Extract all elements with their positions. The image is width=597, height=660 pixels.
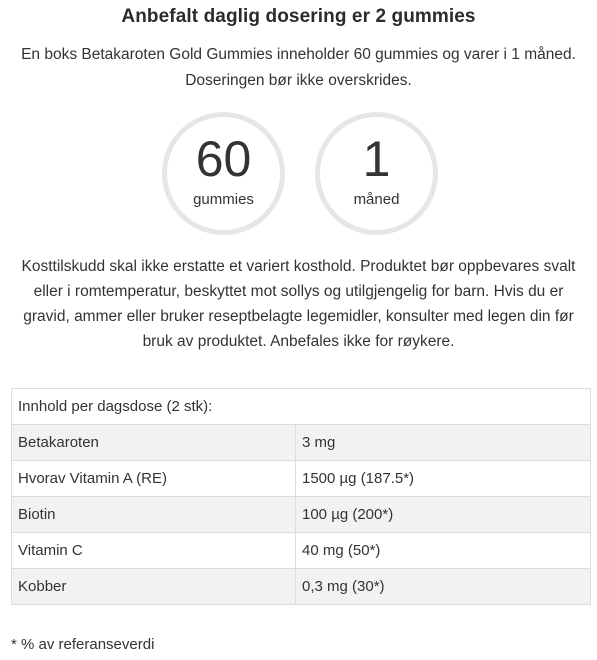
- table-row: [12, 425, 591, 461]
- gummies-count-number: 60: [195, 131, 252, 187]
- intro-text: [0, 42, 597, 94]
- nutrient-name: Vitamin C: [12, 533, 296, 569]
- warning-line-4: bruk av produktet. Anbefales ikke for røykere.: [142, 333, 455, 350]
- warning-line-1: Kosttilskudd skal ikke erstatte et variert kosthold. Produktet bør oppbevares svalt: [21, 258, 576, 275]
- duration-number: 1: [362, 131, 391, 187]
- gummies-count-circle: [162, 112, 285, 235]
- nutrient-amount: 0,3 mg (30*): [296, 569, 591, 605]
- table-header: Innhold per dagsdose (2 stk):: [12, 389, 591, 425]
- intro-line-2: Doseringen bør ikke overskrides.: [185, 72, 412, 89]
- gummies-count-unit: gummies: [193, 191, 254, 208]
- table-row: [12, 533, 591, 569]
- table-row: [12, 569, 591, 605]
- warning-line-2: eller i romtemperatur, beskyttet mot sollys og utilgjengelig for barn. Hvis du er: [33, 283, 564, 300]
- nutrition-table: [11, 388, 591, 605]
- table-row: [12, 461, 591, 497]
- usage-warning: [14, 254, 583, 354]
- table-row: [12, 497, 591, 533]
- dosage-heading: Anbefalt daglig dosering er 2 gummies: [121, 6, 476, 27]
- nutrient-name: Biotin: [12, 497, 296, 533]
- intro-line-1: En boks Betakaroten Gold Gummies inneholder 60 gummies og varer i 1 måned.: [21, 46, 576, 63]
- duration-circle: [315, 112, 438, 235]
- nutrient-name: Kobber: [12, 569, 296, 605]
- nutrient-amount: 3 mg: [296, 425, 591, 461]
- nutrient-amount: 40 mg (50*): [296, 533, 591, 569]
- duration-unit: måned: [353, 191, 400, 208]
- nutrient-amount: 1500 µg (187.5*): [296, 461, 591, 497]
- nutrient-name: Betakaroten: [12, 425, 296, 461]
- table-header-row: [12, 389, 591, 425]
- nutrient-name: Hvorav Vitamin A (RE): [12, 461, 296, 497]
- reference-footnote: * % av referanseverdi: [11, 636, 155, 653]
- nutrient-amount: 100 µg (200*): [296, 497, 591, 533]
- warning-line-3: gravid, ammer eller bruker reseptbelagte legemidler, konsulter med legen din før: [23, 308, 574, 325]
